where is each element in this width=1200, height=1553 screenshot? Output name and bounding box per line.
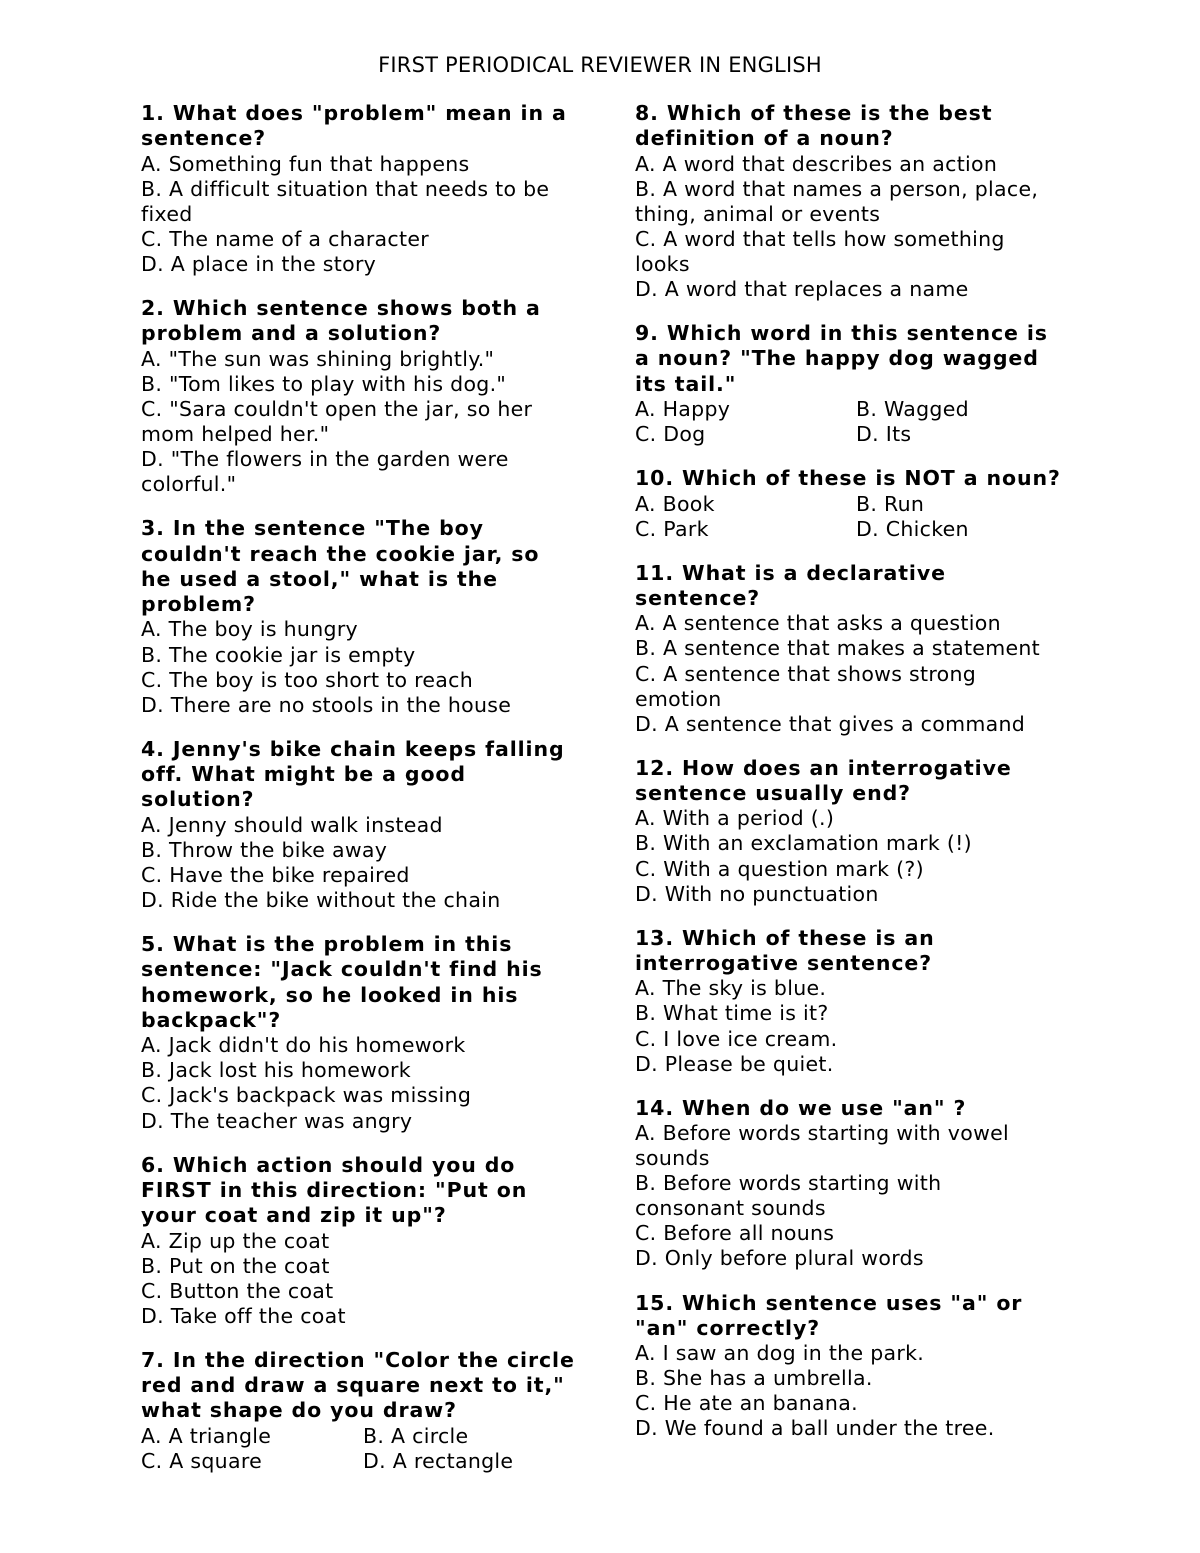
option-d: D. We found a ball under the tree. (635, 1416, 995, 1441)
option-a: A. A sentence that asks a question (635, 611, 1001, 636)
option-c: C. The name of a character (141, 226, 429, 251)
page-title: FIRST PERIODICAL REVIEWER IN ENGLISH (378, 53, 822, 77)
question-1 (141, 101, 581, 277)
option-d: D. The teacher was angry (141, 1108, 413, 1133)
question-11 (635, 561, 1065, 737)
question-text: 3. In the sentence "The boy couldn't reach the cookie jar, so he used a stool," what is the problem? (141, 516, 540, 617)
question-6 (141, 1153, 581, 1329)
option-c: C. Button the coat (141, 1278, 334, 1303)
question-5 (141, 932, 581, 1134)
option-a: A. Before words starting with vowel sounds (635, 1121, 1010, 1171)
option-b: B. Jack lost his homework (141, 1058, 411, 1083)
option-a: A. I saw an dog in the park. (635, 1341, 925, 1366)
option-b: B. "Tom likes to play with his dog." (141, 371, 507, 396)
option-d: D. "The flowers in the garden were colorful." (141, 447, 509, 497)
question-14 (635, 1096, 1065, 1272)
option-d: D. Only before plural words (635, 1246, 924, 1271)
option-a: A. Book (635, 491, 715, 516)
option-c: C. A sentence that shows strong emotion (635, 661, 977, 711)
option-d: D. Take off the coat (141, 1303, 346, 1328)
option-c: C. A square (141, 1448, 263, 1473)
option-a: A. A word that describes an action (635, 151, 998, 176)
option-b: B. Wagged (856, 397, 969, 422)
option-b: B. Put on the coat (141, 1253, 330, 1278)
option-grid (635, 492, 1065, 542)
option-grid (635, 397, 1065, 447)
question-text: 9. Which word in this sentence is a noun? "The happy dog wagged its tail." (635, 321, 1048, 396)
option-c: C. A word that tells how something looks (635, 226, 1005, 276)
question-7 (141, 1348, 581, 1474)
option-a: A. Happy (635, 397, 731, 422)
question-text: 14. When do we use "an" ? (635, 1095, 967, 1120)
option-c: C. Have the bike repaired (141, 862, 410, 887)
option-a: A. Zip up the coat (141, 1228, 330, 1253)
question-10 (635, 466, 1065, 541)
option-b: B. A word that names a person, place, thing, animal or events (635, 176, 1039, 226)
option-b: B. Throw the bike away (141, 837, 388, 862)
question-13 (635, 926, 1065, 1077)
option-c: C. With a question mark (?) (635, 856, 924, 881)
question-text: 7. In the direction "Color the circle red and draw a square next to it," what shape do you draw? (141, 1347, 575, 1423)
question-12 (635, 756, 1065, 907)
option-b: B. She has a umbrella. (635, 1366, 873, 1391)
option-d: D. A place in the story (141, 251, 377, 276)
option-b: B. With an exclamation mark (!) (635, 831, 972, 856)
right-column (635, 101, 1065, 1461)
option-b: B. Before words starting with consonant sounds (635, 1171, 942, 1221)
option-a: A. A triangle (141, 1423, 272, 1448)
option-a: A. Jack didn't do his homework (141, 1033, 466, 1058)
question-text: 10. Which of these is NOT a noun? (635, 466, 1061, 491)
option-b: B. A circle (363, 1423, 469, 1448)
option-a: A. The sky is blue. (635, 976, 827, 1001)
option-d: D. Its (856, 422, 912, 447)
option-a: A. With a period (.) (635, 806, 835, 831)
question-9 (635, 321, 1065, 447)
question-4 (141, 737, 581, 913)
option-c: C. He ate an banana. (635, 1391, 858, 1416)
option-c: C. Dog (635, 422, 706, 447)
question-text: 4. Jenny's bike chain keeps falling off. What might be a good solution? (141, 736, 565, 812)
option-c: C. I love ice cream. (635, 1026, 838, 1051)
option-b: B. A sentence that makes a statement (635, 636, 1041, 661)
question-8 (635, 101, 1065, 302)
option-d: D. Ride the bike without the chain (141, 887, 501, 912)
question-text: 5. What is the problem in this sentence: "Jack couldn't find his homework, so he looked in his backpack"? (141, 932, 543, 1032)
option-c: C. Before all nouns (635, 1221, 835, 1246)
option-d: D. With no punctuation (635, 881, 879, 906)
option-d: D. A word that replaces a name (635, 277, 969, 302)
question-text: 2. Which sentence shows both a problem and a solution? (141, 296, 541, 346)
option-c: C. Jack's backpack was missing (141, 1083, 472, 1108)
option-c: C. The boy is too short to reach (141, 667, 474, 692)
option-d: D. Please be quiet. (635, 1051, 834, 1076)
question-text: 12. How does an interrogative sentence usually end? (635, 755, 1012, 806)
option-d: D. A rectangle (363, 1448, 514, 1473)
option-d: D. There are no stools in the house (141, 692, 512, 717)
option-a: A. Jenny should walk instead (141, 812, 443, 837)
option-b: B. Run (856, 491, 925, 516)
question-text: 11. What is a declarative sentence? (635, 560, 946, 611)
option-b: B. A difficult situation that needs to be fixed (141, 176, 550, 226)
question-text: 1. What does "problem" mean in a sentence? (141, 101, 567, 151)
question-text: 15. Which sentence uses "a" or "an" correctly? (635, 1290, 1023, 1340)
option-c: C. Park (635, 516, 709, 541)
option-grid (141, 1424, 581, 1474)
question-text: 13. Which of these is an interrogative sentence? (635, 925, 935, 976)
question-3 (141, 516, 581, 718)
question-2 (141, 296, 581, 497)
option-c: C. "Sara couldn't open the jar, so her mom helped her." (141, 396, 533, 446)
option-d: D. A sentence that gives a command (635, 711, 1026, 736)
question-15 (635, 1291, 1065, 1442)
option-b: B. What time is it? (635, 1001, 829, 1026)
option-d: D. Chicken (856, 516, 969, 541)
option-b: B. The cookie jar is empty (141, 642, 416, 667)
option-a: A. Something fun that happens (141, 151, 470, 176)
question-text: 8. Which of these is the best definition of a noun? (635, 101, 993, 151)
option-a: A. The boy is hungry (141, 617, 358, 642)
option-a: A. "The sun was shining brightly." (141, 346, 495, 371)
left-column (141, 101, 581, 1493)
question-text: 6. Which action should you do FIRST in this direction: "Put on your coat and zip it up"? (141, 1152, 528, 1228)
